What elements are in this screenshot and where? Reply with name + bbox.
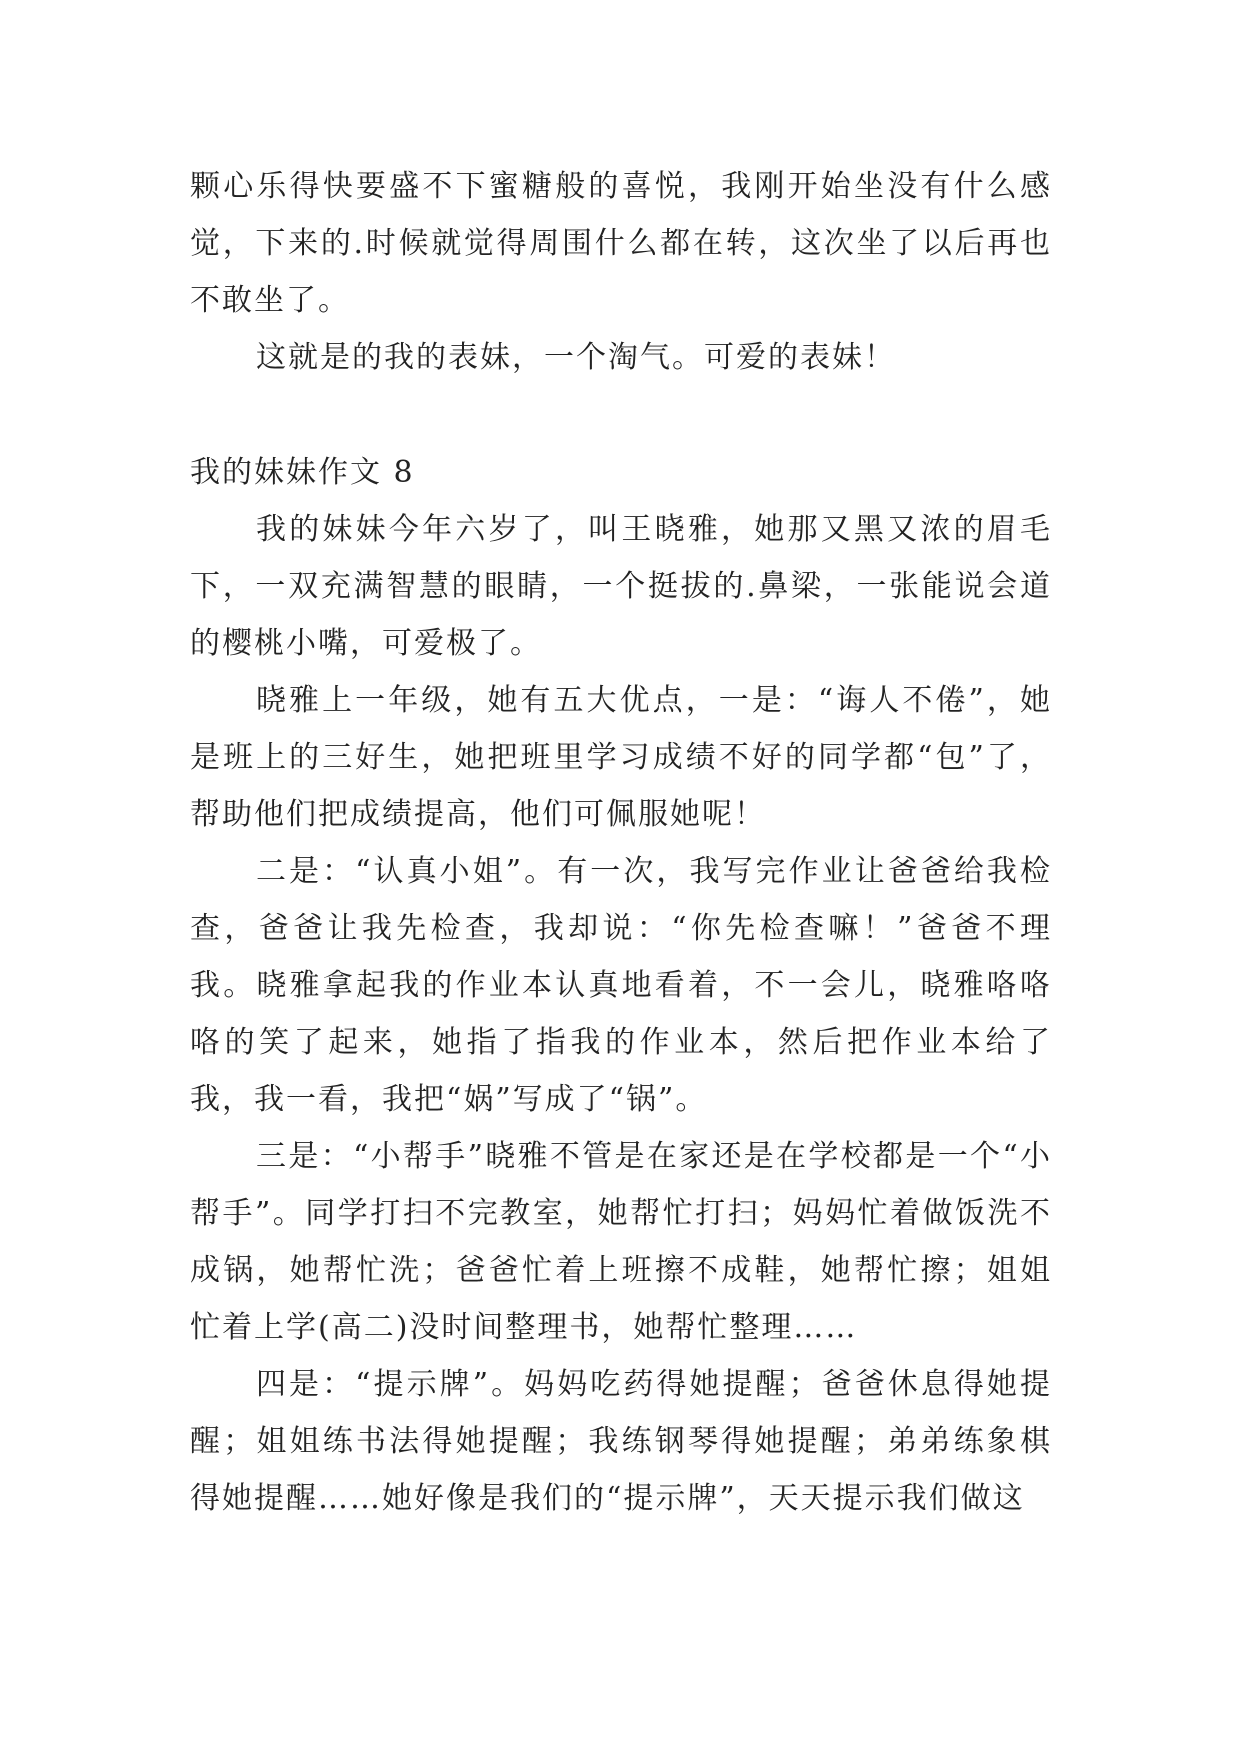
section-title: 我的妹妹作文 8 [190,455,415,490]
paragraph-merit-one: 晓雅上一年级，她有五大优点，一是：“诲人不倦”，她是班上的三好生，她把班里学习成绩不好的同学都“包”了，帮助他们把成绩提高，他们可佩服她呢！ [190,683,1052,832]
paragraph-merit-three: 三是：“小帮手”晓雅不管是在家还是在学校都是一个“小帮手”。同学打扫不完教室，她帮忙打扫；妈妈忙着做饭洗不成锅，她帮忙洗；爸爸忙着上班擦不成鞋，她帮忙擦；姐姐忙着上学(高二)没时间整理书，她帮忙整理…… [190,1139,1052,1345]
paragraph-merit-four: 四是：“提示牌”。妈妈吃药得她提醒；爸爸休息得她提醒；姐姐练书法得她提醒；我练钢琴得她提醒；弟弟练象棋得她提醒……她好像是我们的“提示牌”，天天提示我们做这 [190,1367,1052,1516]
paragraph-merit-two: 二是：“认真小姐”。有一次，我写完作业让爸爸给我检查，爸爸让我先检查，我却说：“你先检查嘛！”爸爸不理我。晓雅拿起我的作业本认真地看着，不一会儿，晓雅咯咯咯的笑了起来，她指了指我的作业本，然后把作业本给了我，我一看，我把“娲”写成了“锅”。 [190,854,1052,1117]
paragraph-intro: 我的妹妹今年六岁了，叫王晓雅，她那又黑又浓的眉毛下，一双充满智慧的眼睛，一个挺拔的.鼻梁，一张能说会道的樱桃小嘴，可爱极了。 [190,512,1052,661]
document-body [190,158,1052,1527]
paragraph-continuation: 颗心乐得快要盛不下蜜糖般的喜悦，我刚开始坐没有什么感觉，下来的.时候就觉得周围什么都在转，这次坐了以后再也不敢坐了。 [190,169,1052,318]
paragraph-closing: 这就是的我的表妹，一个淘气。可爱的表妹！ [256,340,896,375]
section-gap [190,386,1052,444]
